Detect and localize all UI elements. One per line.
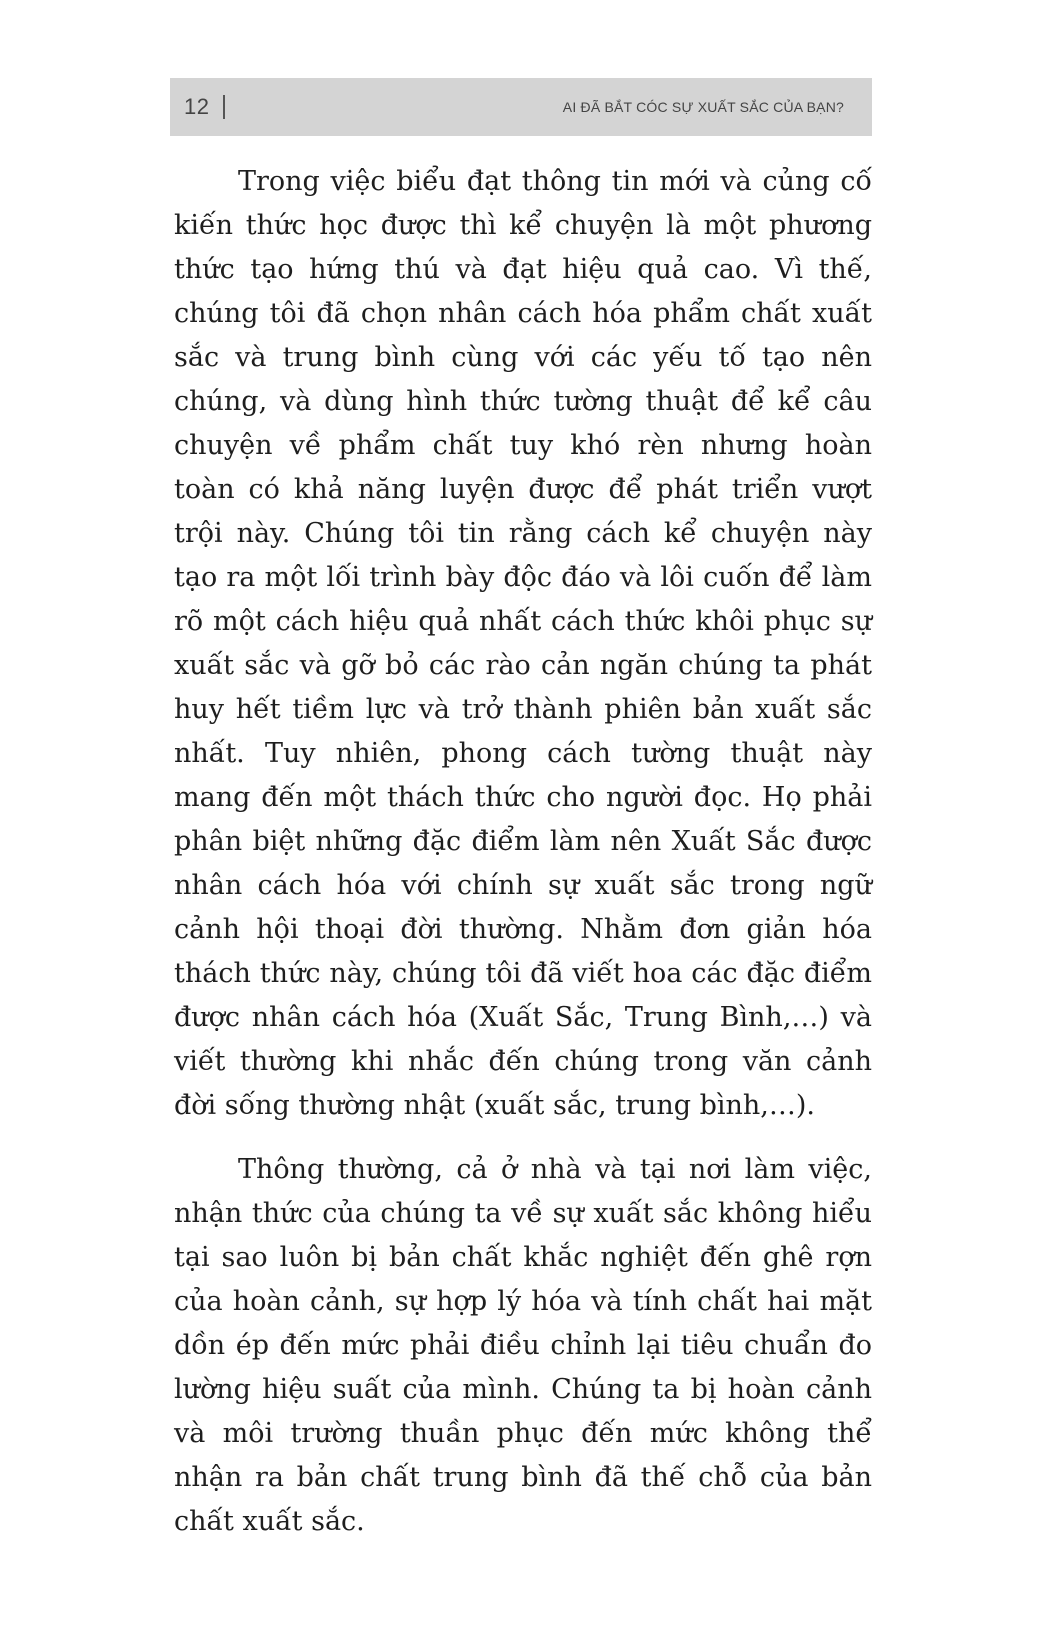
body-text xyxy=(174,160,872,1564)
header-divider xyxy=(223,95,225,119)
paragraph-2: Thông thường, cả ở nhà và tại nơi làm việc, nhận thức của chúng ta về sự xuất sắc không hiểu tại sao luôn bị bản chất khắc nghiệt đến ghê rợn của hoàn cảnh, sự hợp lý hóa và tính chất hai mặt dồn ép đến mức phải điều chỉnh lại tiêu chuẩn đo lường hiệu suất của mình. Chúng ta bị hoàn cảnh và môi trường thuần phục đến mức không thể nhận ra bản chất trung bình đã thế chỗ của bản chất xuất sắc. xyxy=(174,1154,872,1537)
page-number: 12 xyxy=(184,94,210,119)
running-header xyxy=(170,78,872,136)
header-left xyxy=(184,94,225,120)
running-title: AI ĐÃ BẮT CÓC SỰ XUẤT SẮC CỦA BẠN? xyxy=(562,99,844,115)
paragraph-1: Trong việc biểu đạt thông tin mới và củng cố kiến thức học được thì kể chuyện là một phương thức tạo hứng thú và đạt hiệu quả cao. Vì thế, chúng tôi đã chọn nhân cách hóa phẩm chất xuất sắc và trung bình cùng với các yếu tố tạo nên chúng, và dùng hình thức tường thuật để kể câu chuyện về phẩm chất tuy khó rèn nhưng hoàn toàn có khả năng luyện được để phát triển vượt trội này. Chúng tôi tin rằng cách kể chuyện này tạo ra một lối trình bày độc đáo và lôi cuốn để làm rõ một cách hiệu quả nhất cách thức khôi phục sự xuất sắc và gỡ bỏ các rào cản ngăn chúng ta phát huy hết tiềm lực và trở thành phiên bản xuất sắc nhất. Tuy nhiên, phong cách tường thuật này mang đến một thách thức cho người đọc. Họ phải phân biệt những đặc điểm làm nên Xuất Sắc được nhân cách hóa với chính sự xuất sắc trong ngữ cảnh hội thoại đời thường. Nhằm đơn giản hóa thách thức này, chúng tôi đã viết hoa các đặc điểm được nhân cách hóa (Xuất Sắc, Trung Bình,…) và viết thường khi nhắc đến chúng trong văn cảnh đời sống thường nhật (xuất sắc, trung bình,…). xyxy=(174,166,872,1121)
